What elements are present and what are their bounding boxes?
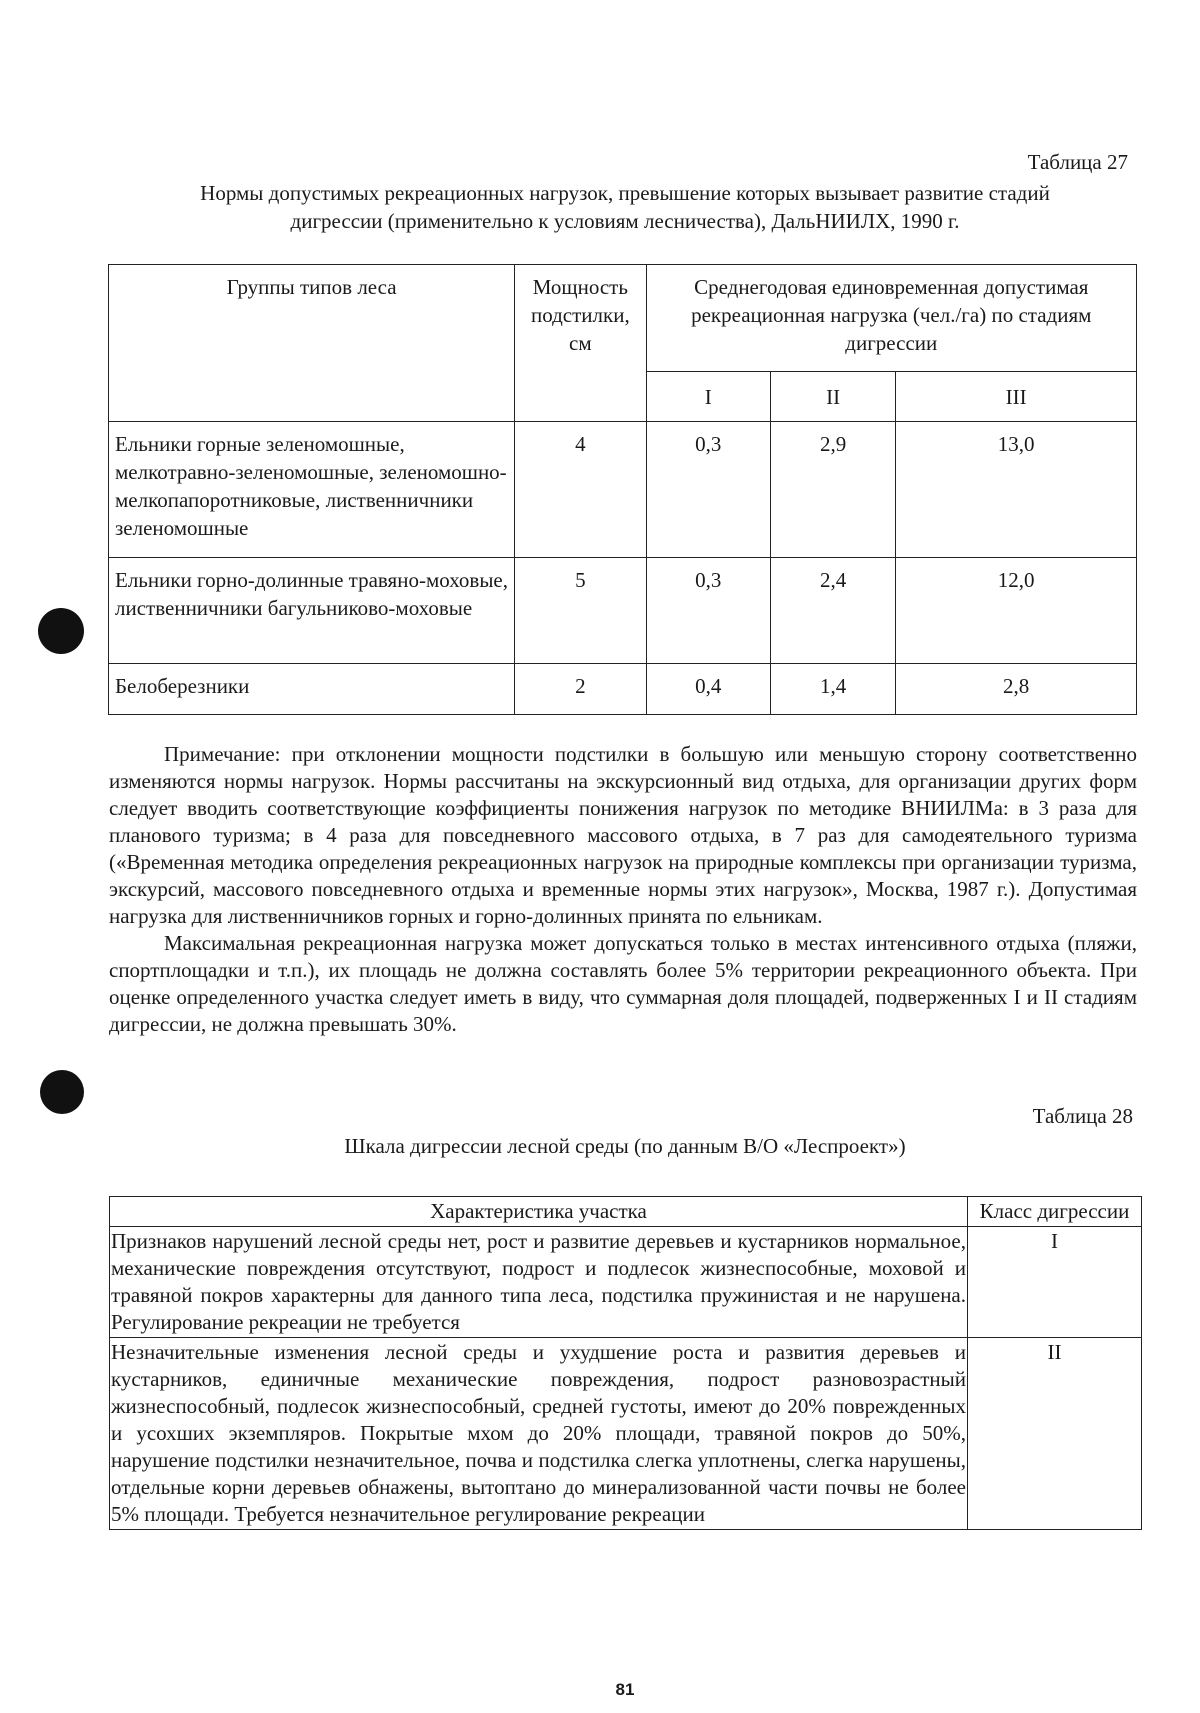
cell-class: II: [968, 1338, 1142, 1530]
cell-group: Ельники горные зеленомошные, мелкотравно-зеленомошные, зеленомошно-мелкопапоротниковые, лиственничники зеленомошные: [109, 422, 515, 558]
cell-thickness: 2: [515, 664, 646, 715]
table-row: [109, 664, 1137, 715]
cell-stage-1: 0,4: [646, 664, 770, 715]
header-group-types: Группы типов леса: [109, 265, 515, 422]
cell-stage-3: 2,8: [896, 664, 1137, 715]
cell-stage-2: 2,4: [770, 558, 895, 664]
table-row: [109, 422, 1137, 558]
cell-stage-1: 0,3: [646, 422, 770, 558]
table-27: [108, 264, 1137, 715]
table-row: [109, 558, 1137, 664]
binder-hole-mark: [40, 1070, 84, 1114]
cell-stage-2: 1,4: [770, 664, 895, 715]
header-litter-thickness: Мощность подстилки, см: [515, 265, 646, 422]
cell-stage-3: 12,0: [896, 558, 1137, 664]
header-stage-1: I: [646, 372, 770, 422]
cell-characteristic: Незначительные изменения лесной среды и ухудшение роста и развития деревьев и кустарников, единичные механические повреждения, подрост разновозрастный жизнеспособный, подлесок жизнеспособный, средней густоты, имеют до 20% поврежденных и усохших экземпляров. Покрытые мхом до 20% площади, травяной покров до 50%, нарушение подстилки незначительное, почва и подстилка слегка уплотнены, слегка нарушены, отдельные корни деревьев обнажены, вытоптано до минерализованной части почвы не более 5% площади. Требуется незначительное регулирование рекреации: [110, 1338, 968, 1530]
header-recreational-load: Среднегодовая единовременная допустимая рекреационная нагрузка (чел./га) по стадиям дигрессии: [646, 265, 1136, 372]
table-row: [110, 1227, 1142, 1338]
header-stage-2: II: [770, 372, 895, 422]
note-paragraph: Максимальная рекреационная нагрузка может допускаться только в местах интенсивного отдыха (пляжи, спортплощадки и т.п.), их площадь не должна составлять более 5% территории рекреационного объекта. При оценке определенного участка следует иметь в виду, что суммарная доля площадей, подверженных I и II стадиям дигрессии, не должна превышать 30%.: [109, 931, 1137, 1036]
header-characteristic: Характеристика участка: [110, 1197, 968, 1227]
cell-group: Белоберезники: [109, 664, 515, 715]
table-27-title-line: дигрессии (применительно к условиям лесничества), ДальНИИЛХ, 1990 г.: [290, 209, 960, 233]
cell-characteristic: Признаков нарушений лесной среды нет, рост и развитие деревьев и кустарников нормальное, механические повреждения отсутствуют, подрост и подлесок жизнеспособные, моховой и травяной покров характерны для данного типа леса, подстилка пружинистая и не нарушена. Регулирование рекреации не требуется: [110, 1227, 968, 1338]
header-class: Класс дигрессии: [968, 1197, 1142, 1227]
cell-class: I: [968, 1227, 1142, 1338]
table-28: [109, 1196, 1142, 1530]
table-28-label: Таблица 28: [1032, 1104, 1133, 1128]
table-27-title-line: Нормы допустимых рекреационных нагрузок, превышение которых вызывает развитие стадий: [200, 181, 1050, 205]
cell-thickness: 5: [515, 558, 646, 664]
table-row: [110, 1338, 1142, 1530]
cell-stage-1: 0,3: [646, 558, 770, 664]
table-28-title: Шкала дигрессии лесной среды (по данным В/О «Леспроект»): [344, 1134, 906, 1158]
cell-stage-3: 13,0: [896, 422, 1137, 558]
note-section: [109, 741, 1137, 1038]
cell-group: Ельники горно-долинные травяно-моховые, лиственничники багульниково-моховые: [109, 558, 515, 664]
cell-thickness: 4: [515, 422, 646, 558]
header-stage-3: III: [896, 372, 1137, 422]
page-number: 81: [615, 1680, 635, 1699]
note-paragraph: Примечание: при отклонении мощности подстилки в большую или меньшую сторону соответственно изменяются нормы нагрузок. Нормы рассчитаны на экскурсионный вид отдыха, для организации других форм следует вводить соответствующие коэффициенты понижения нагрузок по методике ВНИИЛМа: в 3 раза для планового туризма; в 4 раза для повседневного массового отдыха, в 7 раз для самодеятельного туризма («Временная методика определения рекреационных нагрузок на природные комплексы при организации туризма, экскурсий, массового повседневного отдыха и временные нормы этих нагрузок», Москва, 1987 г.). Допустимая нагрузка для лиственничников горных и горно-долинных принята по ельникам.: [109, 742, 1137, 928]
table-27-title: [100, 179, 1150, 235]
table-27-label: Таблица 27: [1027, 150, 1128, 174]
binder-hole-mark: [38, 608, 84, 654]
cell-stage-2: 2,9: [770, 422, 895, 558]
